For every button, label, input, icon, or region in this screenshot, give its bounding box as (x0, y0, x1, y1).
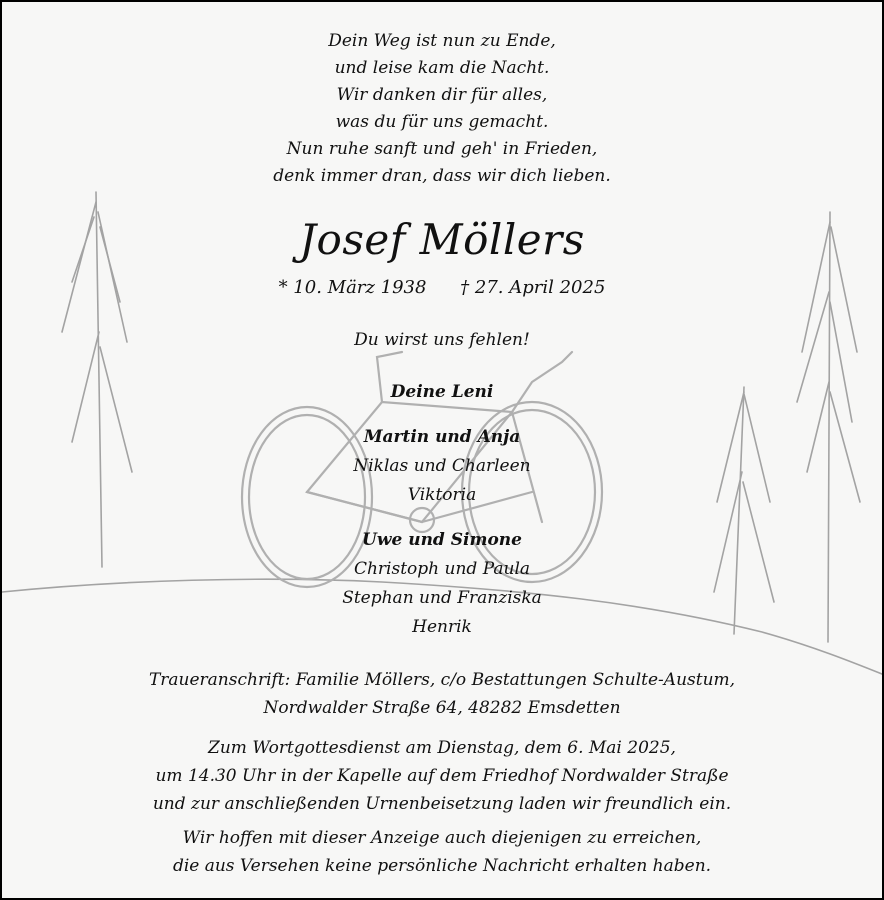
service-announcement (2, 734, 882, 818)
family-member: Stephan und Franziska (342, 588, 542, 608)
poem-line: denk immer dran, dass wir dich lieben. (273, 166, 611, 186)
poem-line: was du für uns gemacht. (335, 112, 549, 132)
memorial-poem (2, 28, 882, 190)
poem-line: Nun ruhe sanft und geh' in Frieden, (286, 139, 598, 159)
service-line: und zur anschließenden Urnenbeisetzung laden wir freundlich ein. (152, 794, 732, 814)
family-group-head: Martin und Anja (363, 427, 521, 447)
family-group-head: Uwe und Simone (362, 530, 522, 550)
address-line: Nordwalder Straße 64, 48282 Emsdetten (263, 698, 621, 718)
family-member: Henrik (412, 617, 472, 637)
notice-line: die aus Versehen keine persönliche Nachricht erhalten haben. (172, 856, 712, 876)
poem-line: Dein Weg ist nun zu Ende, (328, 31, 556, 51)
life-dates (2, 274, 882, 302)
service-line: um 14.30 Uhr in der Kapelle auf dem Friedhof Nordwalder Straße (155, 766, 729, 786)
mourners-list (2, 378, 882, 642)
farewell-line: Du wirst uns fehlen! (354, 330, 530, 350)
deceased-name: Josef Möllers (299, 215, 585, 264)
closing-notice (2, 824, 882, 880)
poem-line: und leise kam die Nacht. (334, 58, 550, 78)
notice-line: Wir hoffen mit dieser Anzeige auch diejenigen zu erreichen, (182, 828, 702, 848)
poem-line: Wir danken dir für alles, (336, 85, 548, 105)
service-line: Zum Wortgottesdienst am Dienstag, dem 6. Mai 2025, (208, 738, 676, 758)
spouse-name: Deine Leni (390, 382, 494, 402)
death-date: † 27. April 2025 (460, 277, 606, 298)
family-member: Christoph und Paula (353, 559, 531, 579)
mourning-address (2, 666, 882, 722)
family-member: Niklas und Charleen (353, 456, 531, 476)
family-member: Viktoria (407, 485, 477, 505)
birth-date: * 10. März 1938 (278, 277, 427, 298)
address-line: Traueranschrift: Familie Möllers, c/o Bestattungen Schulte-Austum, (148, 670, 736, 690)
